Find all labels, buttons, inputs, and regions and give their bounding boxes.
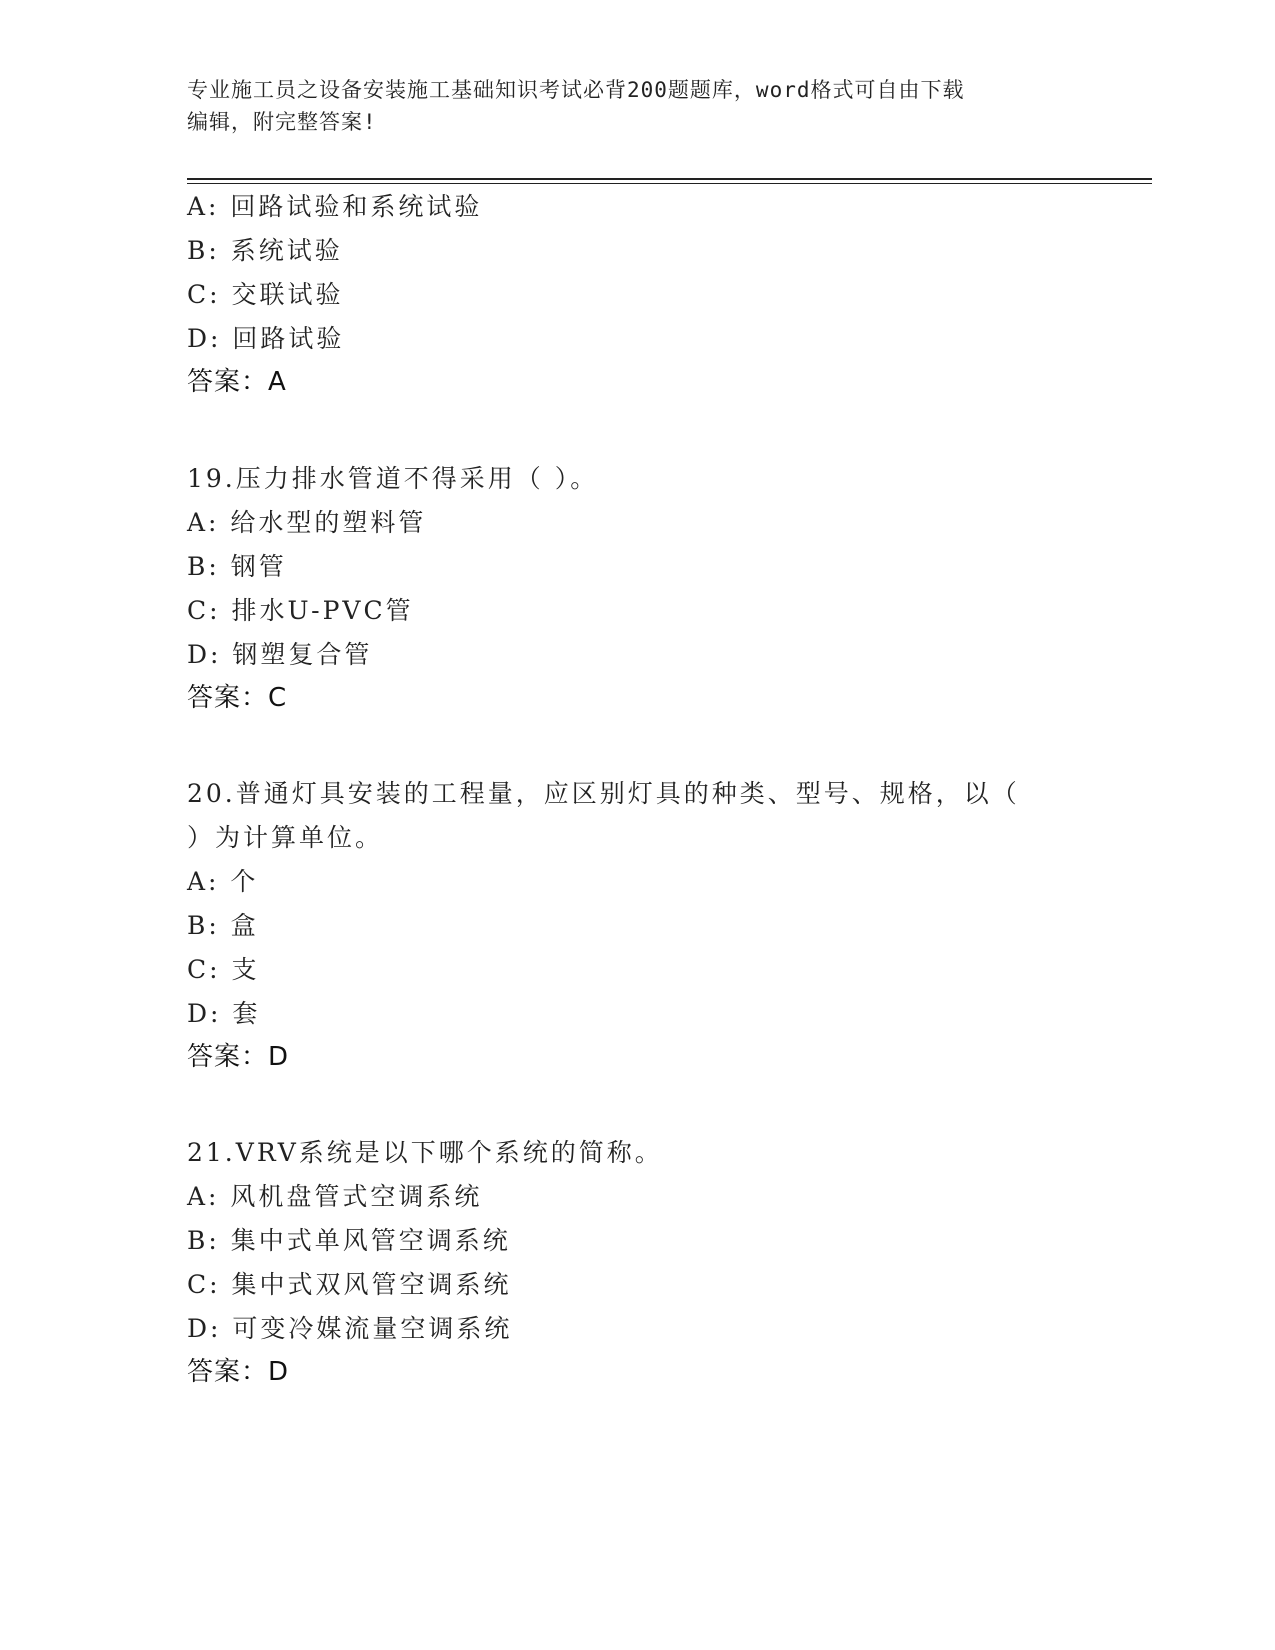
question-text-line-2: ）为计算单位。 (187, 823, 384, 852)
question-text: 21.VRV系统是以下哪个系统的简称。 (187, 1138, 663, 1167)
option-c: C: 支 (187, 955, 260, 984)
option-d: D: 回路试验 (187, 324, 345, 353)
question-text: 19.压力排水管道不得采用（ ）。 (187, 464, 599, 493)
option-d: D: 套 (187, 999, 261, 1028)
option-a: A: 个 (187, 867, 259, 896)
option-c: C: 集中式双风管空调系统 (187, 1270, 512, 1299)
option-b: B: 系统试验 (187, 236, 343, 265)
header-divider-top (187, 178, 1152, 180)
option-b: B: 盒 (187, 911, 259, 940)
answer: 答案：C (187, 683, 288, 713)
option-b: B: 钢管 (187, 552, 287, 581)
header-divider-bottom (187, 183, 1152, 184)
option-a: A: 给水型的塑料管 (187, 508, 427, 537)
option-b: B: 集中式单风管空调系统 (187, 1226, 511, 1255)
option-c: C: 交联试验 (187, 280, 344, 309)
question-text-line-1: 20.普通灯具安装的工程量，应区别灯具的种类、型号、规格，以（ (187, 779, 1020, 808)
document-header (187, 74, 1067, 138)
option-d: D: 可变冷媒流量空调系统 (187, 1314, 513, 1343)
answer: 答案：A (187, 367, 287, 397)
answer: 答案：D (187, 1042, 290, 1072)
answer: 答案：D (187, 1357, 290, 1387)
option-c: C: 排水U-PVC管 (187, 596, 414, 625)
option-d: D: 钢塑复合管 (187, 640, 373, 669)
option-a: A: 风机盘管式空调系统 (187, 1182, 483, 1211)
option-a: A: 回路试验和系统试验 (187, 192, 483, 221)
header-line-2: 编辑，附完整答案! (187, 110, 377, 134)
header-line-1: 专业施工员之设备安装施工基础知识考试必背200题题库，word格式可自由下载 (187, 78, 965, 102)
